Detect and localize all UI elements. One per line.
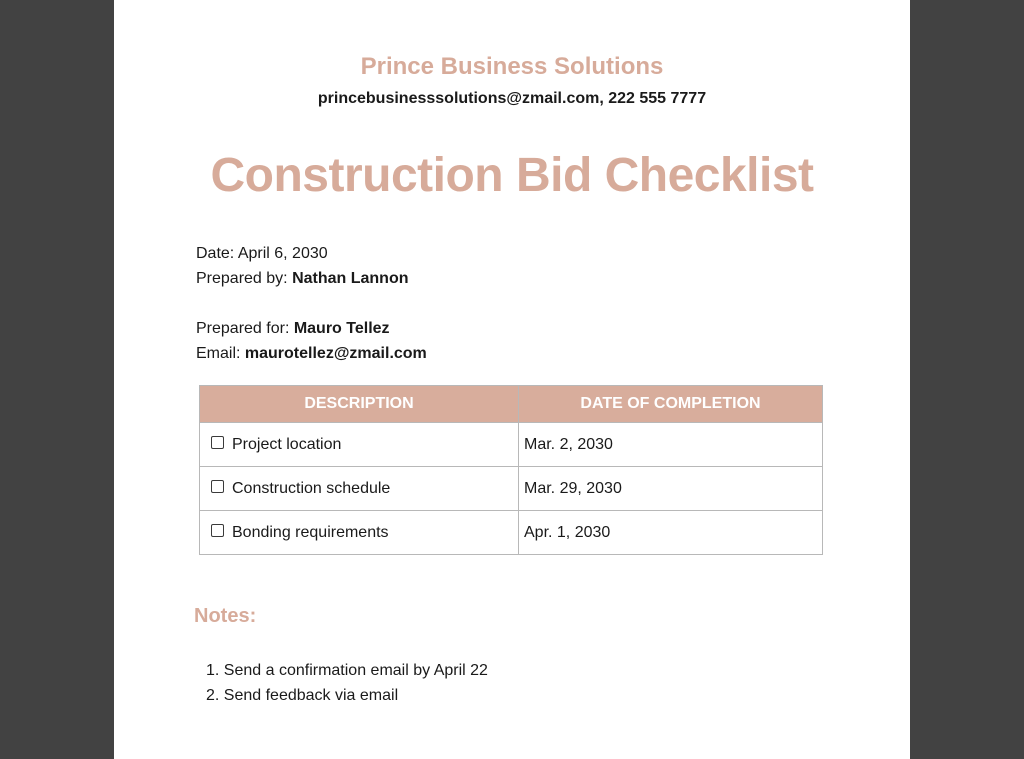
checkbox[interactable] xyxy=(211,436,224,449)
description-text: Construction schedule xyxy=(232,479,391,497)
column-header-date: DATE OF COMPLETION xyxy=(519,386,823,423)
prepared-for-label: Prepared for: xyxy=(196,320,294,337)
note-text: Send a confirmation email by April 22 xyxy=(223,662,488,679)
description-cell xyxy=(200,511,519,555)
company-contact: princebusinesssolutions@zmail.com, 222 555 7777 xyxy=(317,90,707,107)
email-value: maurotellez@zmail.com xyxy=(244,345,427,362)
prepared-for-value: Mauro Tellez xyxy=(293,320,390,337)
date-cell: Mar. 2, 2030 xyxy=(519,423,823,467)
date-cell: Apr. 1, 2030 xyxy=(519,511,823,555)
prepared-by-line xyxy=(196,270,409,288)
note-number: 2. xyxy=(206,687,220,704)
prepared-by-label: Prepared by: xyxy=(196,270,293,287)
table-row xyxy=(200,423,823,467)
date-value: April 6, 2030 xyxy=(237,245,328,262)
date-cell: Mar. 29, 2030 xyxy=(519,467,823,511)
note-text: Send feedback via email xyxy=(223,687,399,704)
table-row xyxy=(200,467,823,511)
email-line xyxy=(196,345,427,363)
checklist-table xyxy=(199,385,823,555)
description-cell xyxy=(200,423,519,467)
description-cell xyxy=(200,467,519,511)
email-label: Email: xyxy=(196,345,245,362)
list-item xyxy=(206,686,488,711)
list-item xyxy=(206,661,488,686)
notes-list xyxy=(206,661,488,711)
notes-heading: Notes: xyxy=(194,605,257,627)
document-page xyxy=(114,0,910,759)
document-title: Construction Bid Checklist xyxy=(210,149,814,202)
checkbox[interactable] xyxy=(211,524,224,537)
prepared-for-line xyxy=(196,320,390,338)
table-row xyxy=(200,511,823,555)
column-header-description: DESCRIPTION xyxy=(200,386,519,423)
description-text: Project location xyxy=(232,435,342,453)
date-line xyxy=(196,245,328,263)
description-text: Bonding requirements xyxy=(232,523,389,541)
note-number: 1. xyxy=(206,662,220,679)
company-name: Prince Business Solutions xyxy=(360,53,664,80)
checkbox[interactable] xyxy=(211,480,224,493)
table-header-row xyxy=(200,386,823,423)
date-label: Date: xyxy=(196,245,238,262)
prepared-by-value: Nathan Lannon xyxy=(292,270,409,287)
